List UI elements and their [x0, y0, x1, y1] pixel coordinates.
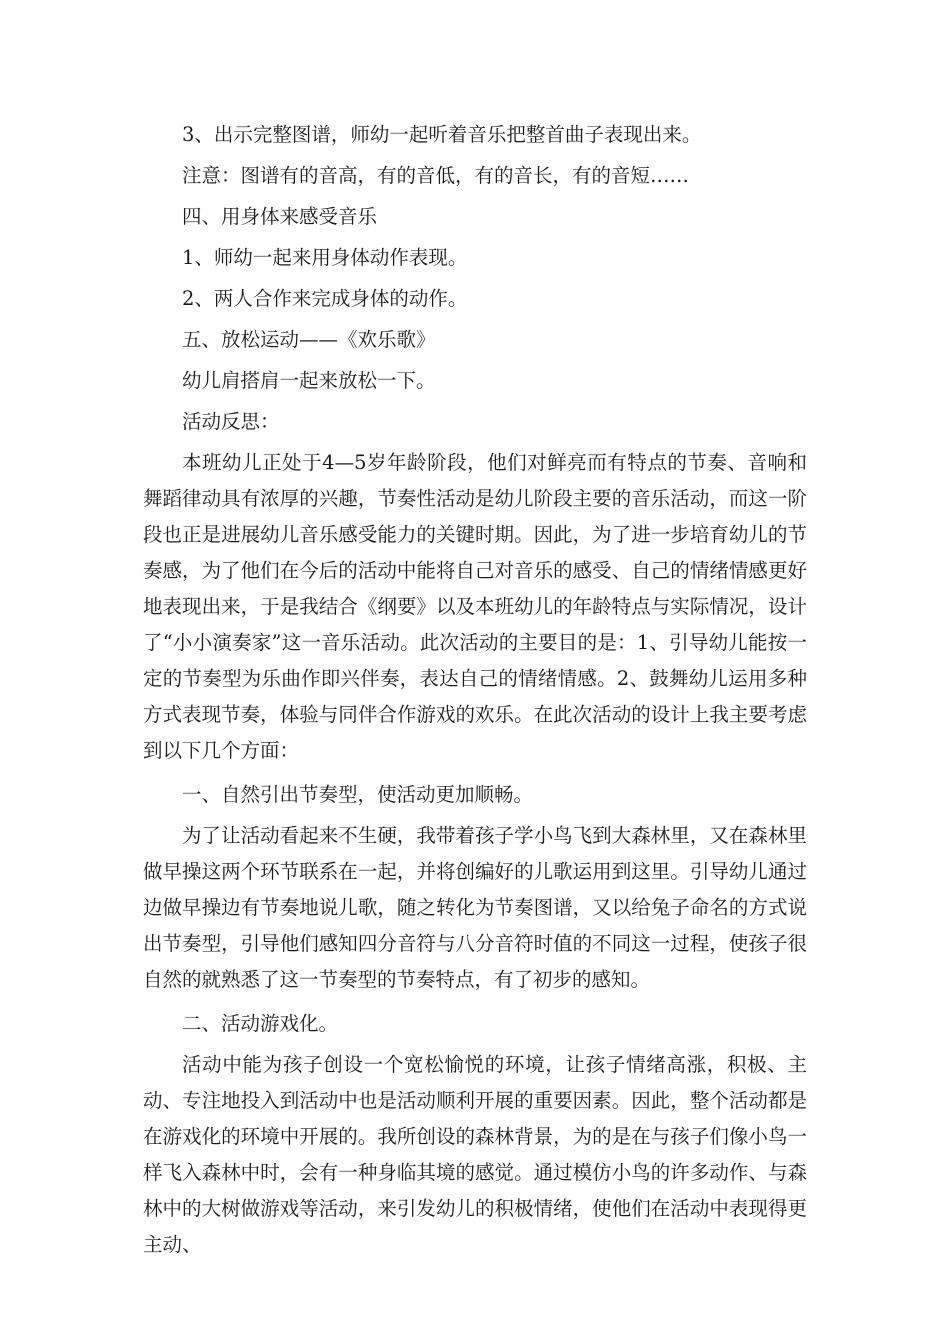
- point-paragraph-2: 活动中能为孩子创设一个宽松愉悦的环境，让孩子情绪高涨，积极、主动、专注地投入到活动中也是活动顺利开展的重要因素。因此，整个活动都是在游戏化的环境中开展的。我所创设的森林背景，为的是在与孩子们像小鸟一样飞入森林中时，会有一种身临其境的感觉。通过模仿小鸟的许多动作、与森林中的大树做游戏等活动，来引发幼儿的积极情绪，使他们在活动中表现得更主动、: [143, 1053, 807, 1256]
- paragraph-note: 注意：图谱有的音高，有的音低，有的音长，有的音短……: [182, 164, 690, 187]
- section-heading-4: 四、用身体来感受音乐: [182, 205, 378, 228]
- point-paragraph-1: 为了让活动看起来不生硬，我带着孩子学小鸟飞到大森林里，又在森林里做早操这两个环节联系在一起，并将创编好的儿歌运用到这里。引导幼儿通过边做早操边有节奏地说儿歌，随之转化为节奏图谱，又以给兔子命名的方式说出节奏型，引导他们感知四分音符与八分音符时值的不同这一过程，使孩子很自然的就熟悉了这一节奏型的节奏特点，有了初步的感知。: [143, 824, 807, 991]
- paragraph-relax: 幼儿肩搭肩一起来放松一下。: [182, 369, 436, 392]
- paragraph-step-3: 3、出示完整图谱，师幼一起听着音乐把整首曲子表现出来。: [182, 123, 702, 146]
- reflection-heading: 活动反思：: [182, 410, 280, 433]
- reflection-paragraph: 本班幼儿正处于4—5岁年龄阶段，他们对鲜亮而有特点的节奏、音响和舞蹈律动具有浓厚的兴趣，节奏性活动是幼儿阶段主要的音乐活动，而这一阶段也正是进展幼儿音乐感受能力的关键时期。因此，为了进一步培育幼儿的节奏感，为了他们在今后的活动中能将自己对音乐的感受、自己的情绪情感更好地表现出来，于是我结合《纲要》以及本班幼儿的年龄特点与实际情况，设计了“小小演奏家”这一音乐活动。此次活动的主要目的是：1、引导幼儿能按一定的节奏型为乐曲作即兴伴奏，表达自己的情绪情感。2、鼓舞幼儿运用多种方式表现节奏，体验与同伴合作游戏的欢乐。在此次活动的设计上我主要考虑到以下几个方面：: [143, 451, 807, 762]
- point-heading-2: 二、活动游戏化。: [182, 1012, 339, 1035]
- paragraph-item-2: 2、两人合作来完成身体的动作。: [182, 287, 468, 310]
- document-body: [143, 117, 807, 1271]
- paragraph-item-1: 1、师幼一起来用身体动作表现。: [182, 246, 468, 269]
- point-heading-1: 一、自然引出节奏型，使活动更加顺畅。: [182, 783, 534, 806]
- section-heading-5: 五、放松运动——《欢乐歌》: [182, 328, 436, 351]
